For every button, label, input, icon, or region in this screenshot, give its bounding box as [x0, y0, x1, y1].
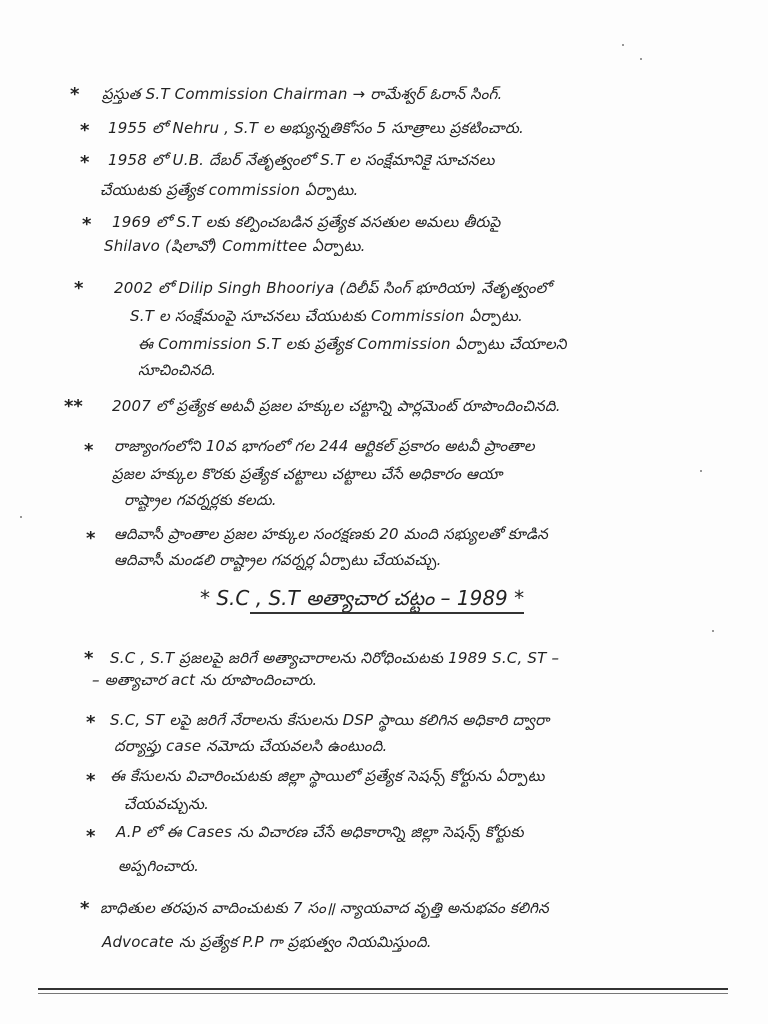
- act-note-line: Advocate ను ప్రత్యేక P.P గా ప్రభుత్వం నియమిస్తుంది.: [102, 933, 432, 951]
- note-line: 1969 లో S.T లకు కల్పించబడిన ప్రత్యేక వసతుల అమలు తీరుపై: [112, 213, 501, 231]
- scan-speck: [622, 44, 624, 46]
- note-line: 1958 లో U.B. దేబర్ నేతృత్వంలో S.T ల సంక్షేమానికై సూచనలు: [108, 151, 495, 169]
- scan-speck: [20, 516, 22, 518]
- scan-speck: [712, 630, 714, 632]
- note-line: 1955 లో Nehru , S.T ల అభ్యున్నతికోసం 5 సూత్రాలు ప్రకటించారు.: [108, 119, 524, 137]
- act-note-line: S.C, ST లపై జరిగే నేరాలను కేసులను DSP స్థాయి కలిగిన అధికారి ద్వారా: [110, 711, 550, 729]
- act-note-line: S.C , S.T ప్రజలపై జరిగే అత్యాచారాలను నిరోధించుటకు 1989 S.C, ST –: [110, 649, 560, 667]
- act-note-line: బాధితుల తరపున వాదించుటకు 7 సం॥ న్యాయవాద వృత్తి అనుభవం కలిగిన: [100, 899, 549, 917]
- act-note-line: ఈ కేసులను విచారించుటకు జిల్లా స్థాయిలో ప్రత్యేక సెషన్స్ కోర్టును ఏర్పాటు: [110, 767, 545, 785]
- act-note-line: – అత్యాచార act ను రూపొందించారు.: [92, 671, 318, 689]
- note-bullet: *: [70, 84, 80, 105]
- note-bullet: *: [86, 528, 96, 549]
- act-note-bullet: *: [86, 712, 96, 733]
- act-note-line: చేయవచ్చును.: [124, 795, 210, 813]
- act-note-bullet: *: [84, 648, 94, 669]
- section-heading-text: * S.C , S.T అత్యాచార చట్టం – 1989 *: [200, 586, 525, 610]
- note-line: ప్రస్తుత S.T Commission Chairman → రామేశ్వర్ ఓరాన్ సింగ్.: [102, 85, 503, 103]
- act-note-bullet: *: [86, 770, 96, 791]
- heading-underline: [250, 612, 524, 614]
- bottom-rule: [38, 988, 728, 990]
- note-line: సూచించినది.: [138, 361, 217, 379]
- note-bullet: *: [82, 214, 92, 235]
- note-line: 2007 లో ప్రత్యేక అటవీ ప్రజల హక్కుల చట్టాన్ని పార్లమెంట్ రూపొందించినది.: [112, 397, 561, 415]
- note-line: ప్రజల హక్కుల కొరకు ప్రత్యేక చట్టాలు చట్టాలు చేసే అధికారం ఆయా: [112, 465, 503, 483]
- note-bullet: *: [84, 440, 94, 461]
- bottom-rule-thin: [38, 993, 728, 994]
- act-note-line: అప్పగించారు.: [118, 857, 200, 875]
- note-bullet: *: [80, 152, 90, 173]
- note-bullet: *: [74, 278, 84, 299]
- note-bullet: *: [80, 120, 90, 141]
- act-note-line: దర్యాప్తు case నమోదు చేయవలసి ఉంటుంది.: [114, 737, 388, 755]
- note-line: చేయుటకు ప్రత్యేక commission ఏర్పాటు.: [100, 181, 359, 199]
- note-line: S.T ల సంక్షేమంపై సూచనలు చేయుటకు Commission ఏర్పాటు.: [130, 307, 523, 325]
- note-line: ఈ Commission S.T లకు ప్రత్యేక Commission ఏర్పాటు చేయాలని: [138, 335, 567, 353]
- note-line: 2002 లో Dilip Singh Bhooriya (దిలీప్ సింగ్ భూరియా) నేతృత్వంలో: [114, 279, 552, 297]
- note-line: రాష్ట్రాల గవర్నర్లకు కలదు.: [124, 491, 277, 509]
- note-line: Shilavo (షిలావో) Committee ఏర్పాటు.: [104, 237, 366, 255]
- note-line: ఆదివాసీ మండలి రాష్ట్రాల గవర్నర్ల ఏర్పాటు చేయవచ్చు.: [114, 551, 442, 569]
- scan-speck: [700, 470, 702, 472]
- scan-speck: [640, 58, 642, 60]
- section-heading: [200, 586, 524, 615]
- note-bullet: **: [64, 396, 83, 417]
- act-note-bullet: *: [86, 826, 96, 847]
- note-line: రాజ్యాంగంలోని 10వ భాగంలో గల 244 ఆర్టికల్ ప్రకారం అటవీ ప్రాంతాల: [114, 437, 535, 455]
- note-line: ఆదివాసీ ప్రాంతాల ప్రజల హక్కుల సంరక్షణకు 20 మంది సభ్యులతో కూడిన: [114, 525, 548, 543]
- act-note-line: A.P లో ఈ Cases ను విచారణ చేసే అధికారాన్ని జిల్లా సెషన్స్ కోర్టుకు: [116, 823, 524, 841]
- act-note-bullet: *: [80, 898, 90, 919]
